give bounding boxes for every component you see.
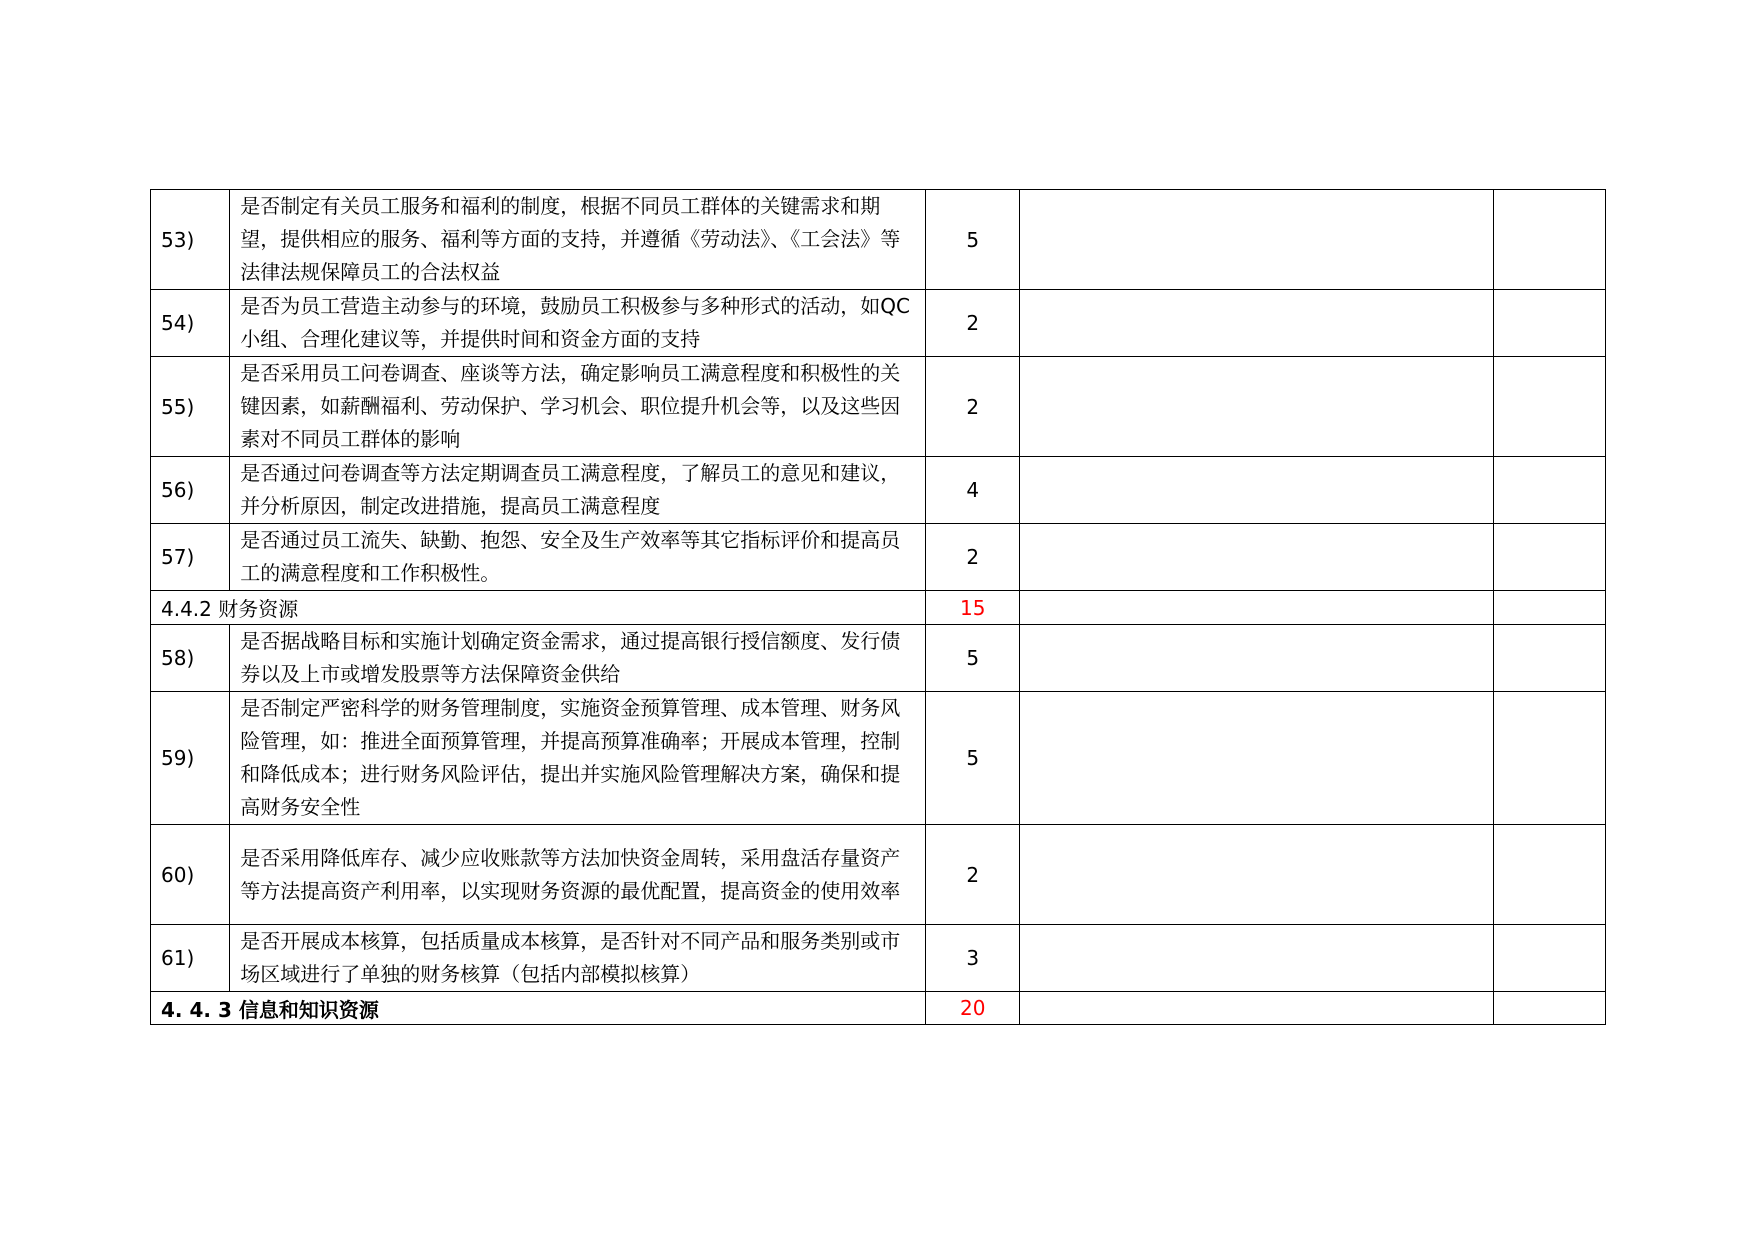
item-number: 57): [151, 524, 230, 591]
remarks-cell: [1493, 692, 1605, 825]
evaluation-cell: [1020, 992, 1493, 1025]
item-number: 59): [151, 692, 230, 825]
evaluation-cell: [1020, 692, 1493, 825]
table-row: [151, 625, 1606, 692]
remarks-cell: [1493, 524, 1605, 591]
item-score: 3: [926, 925, 1020, 992]
evaluation-cell: [1020, 457, 1493, 524]
table-row: [151, 825, 1606, 925]
item-score: 5: [926, 190, 1020, 290]
evaluation-cell: [1020, 591, 1493, 625]
item-number: 58): [151, 625, 230, 692]
table-row: [151, 692, 1606, 825]
remarks-cell: [1493, 190, 1605, 290]
evaluation-cell: [1020, 825, 1493, 925]
section-row: [151, 591, 1606, 625]
table-row: [151, 357, 1606, 457]
item-description: 是否采用员工问卷调查、座谈等方法，确定影响员工满意程度和积极性的关键因素，如薪酬福利、劳动保护、学习机会、职位提升机会等，以及这些因素对不同员工群体的影响: [230, 357, 926, 457]
item-description: 是否据战略目标和实施计划确定资金需求，通过提高银行授信额度、发行债券以及上市或增发股票等方法保障资金供给: [230, 625, 926, 692]
item-number: 56): [151, 457, 230, 524]
table-row: [151, 290, 1606, 357]
item-score: 5: [926, 692, 1020, 825]
item-score: 2: [926, 357, 1020, 457]
item-number: 61): [151, 925, 230, 992]
section-score: 15: [926, 591, 1020, 625]
remarks-cell: [1493, 457, 1605, 524]
section-title: 4.4.2 财务资源: [151, 591, 926, 625]
remarks-cell: [1493, 925, 1605, 992]
item-description: 是否通过问卷调查等方法定期调查员工满意程度，了解员工的意见和建议，并分析原因，制定改进措施，提高员工满意程度: [230, 457, 926, 524]
item-description: 是否采用降低库存、减少应收账款等方法加快资金周转，采用盘活存量资产等方法提高资产利用率，以实现财务资源的最优配置，提高资金的使用效率: [230, 825, 926, 925]
item-description: 是否制定严密科学的财务管理制度，实施资金预算管理、成本管理、财务风险管理，如：推进全面预算管理，并提高预算准确率；开展成本管理，控制和降低成本；进行财务风险评估，提出并实施风险管理解决方案，确保和提高财务安全性: [230, 692, 926, 825]
item-number: 54): [151, 290, 230, 357]
item-description: 是否开展成本核算，包括质量成本核算，是否针对不同产品和服务类别或市场区域进行了单独的财务核算（包括内部模拟核算）: [230, 925, 926, 992]
item-number: 60): [151, 825, 230, 925]
evaluation-table: [150, 189, 1606, 1025]
item-description: 是否制定有关员工服务和福利的制度，根据不同员工群体的关键需求和期望，提供相应的服务、福利等方面的支持，并遵循《劳动法》、《工会法》等法律法规保障员工的合法权益: [230, 190, 926, 290]
remarks-cell: [1493, 992, 1605, 1025]
evaluation-cell: [1020, 925, 1493, 992]
remarks-cell: [1493, 625, 1605, 692]
section-title: 4. 4. 3 信息和知识资源: [151, 992, 926, 1025]
item-score: 2: [926, 524, 1020, 591]
table-row: [151, 524, 1606, 591]
section-row: [151, 992, 1606, 1025]
item-number: 55): [151, 357, 230, 457]
remarks-cell: [1493, 357, 1605, 457]
remarks-cell: [1493, 290, 1605, 357]
evaluation-cell: [1020, 625, 1493, 692]
section-score: 20: [926, 992, 1020, 1025]
table-row: [151, 190, 1606, 290]
remarks-cell: [1493, 591, 1605, 625]
evaluation-cell: [1020, 524, 1493, 591]
table-row: [151, 457, 1606, 524]
evaluation-cell: [1020, 190, 1493, 290]
evaluation-cell: [1020, 290, 1493, 357]
remarks-cell: [1493, 825, 1605, 925]
item-description: 是否为员工营造主动参与的环境，鼓励员工积极参与多种形式的活动，如QC小组、合理化建议等，并提供时间和资金方面的支持: [230, 290, 926, 357]
item-score: 4: [926, 457, 1020, 524]
item-score: 5: [926, 625, 1020, 692]
item-score: 2: [926, 290, 1020, 357]
item-score: 2: [926, 825, 1020, 925]
evaluation-cell: [1020, 357, 1493, 457]
item-description: 是否通过员工流失、缺勤、抱怨、安全及生产效率等其它指标评价和提高员工的满意程度和工作积极性。: [230, 524, 926, 591]
table-row: [151, 925, 1606, 992]
item-number: 53): [151, 190, 230, 290]
